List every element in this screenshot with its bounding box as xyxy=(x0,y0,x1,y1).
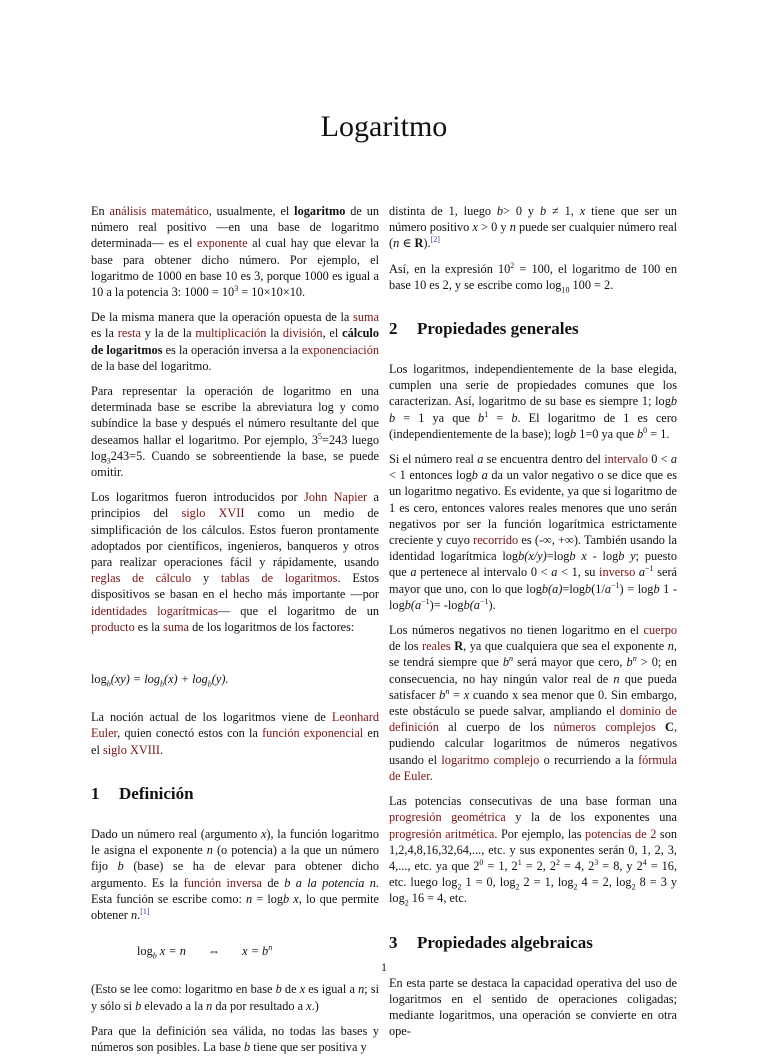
link-suma[interactable]: suma xyxy=(353,310,379,325)
link-analisis-matematico[interactable]: análisis matemático xyxy=(109,204,209,218)
equation-product-rule: $\log_b(xy) = \log_b(x) + \log_b(y)$. xyxy=(91,672,229,689)
paragraph-progressions: Las potencias consecutivas de una base forman una progresión geométrica y la de los exponentes una progresión aritmética. Por ejemplo, las potencias de 2 son 1,2,4,8,16,32,64,..., etc. y sus exponentes serán 0, 1, 2, 3, 4,..., etc. ya que $2^0 = 1$, $2^1 = 2$, $2^2 = 4$, $2^3 = 8$, y $2^4 = 16$, etc. luego $\log_2 1 = 0$, $\log_2 2 = 1$, $\log_2 4 = 2$, $\log_2 8 = 3$ y $\log_2 16 = 4$, etc. xyxy=(389,794,678,908)
paragraph-inverse-operation: De la misma manera que la operación opuesta de la suma es la resta y la de la multiplicación la división, el cálculo de logaritmos es la operación inversa a la exponenciación de la base del logaritmo. xyxy=(91,310,379,373)
link-funcion-inversa[interactable]: función inversa xyxy=(183,875,262,890)
link-suma-2[interactable]: suma xyxy=(163,619,190,634)
link-dominio-de-definicion[interactable]: dominio de definición xyxy=(389,704,677,735)
link-numeros-complejos[interactable]: números complejos xyxy=(553,720,656,735)
link-reales[interactable]: reales xyxy=(422,639,451,654)
link-intervalo[interactable]: intervalo xyxy=(604,452,648,467)
paragraph-algebraic: En esta parte se destaca la capacidad operativa del uso de logaritmos en el sentido de operaciones coligadas; mediante logaritmos, una operación se convierte en otra ope- xyxy=(389,975,677,1039)
paragraph-euler: La noción actual de los logaritmos viene de Leonhard Euler, quien conectó estos con la función exponencial en el siglo XVIII. xyxy=(91,710,380,757)
link-exponente[interactable]: exponente xyxy=(197,236,248,251)
paragraph-validity: Para que la definición sea válida, no todas las bases y números son posibles. La base b tiene que ser positiva y xyxy=(91,1023,379,1054)
link-reglas-de-calculo[interactable]: reglas de cálculo xyxy=(91,571,192,586)
page-number: 1 xyxy=(381,960,387,974)
citation-1[interactable]: [1] xyxy=(140,906,150,916)
citation-2[interactable]: [2] xyxy=(430,235,440,245)
link-resta[interactable]: resta xyxy=(117,326,141,341)
section-heading-propiedades-generales: 2 Propiedades generales xyxy=(389,319,579,339)
paragraph-example: Así, en la expresión $10^2 = 100$, el logaritmo de 100 en base 10 es 2, y se escribe como $\log_{10} 100 = 2$. xyxy=(389,260,677,295)
iff-arrow-icon: ⇔ xyxy=(207,944,221,959)
link-progresion-aritmetica[interactable]: progresión aritmética xyxy=(389,826,495,841)
link-inverso[interactable]: inverso xyxy=(599,565,636,580)
link-identidades-logaritmicas[interactable]: identidades logarítmicas xyxy=(91,603,218,618)
section-heading-definicion: 1 Definición xyxy=(91,783,194,803)
paragraph-general-properties: Los logaritmos, independientemente de la base elegida, cumplen una serie de propiedades comunes que los caracterizan. Así, logaritmo de su base es siempre 1; logb b = 1 ya que $b^1 = b$. El logaritmo de 1 es cero (independientemente de la base); logb 1=0 ya que $b^0 = 1$. xyxy=(389,362,677,441)
paragraph-definition: Dado un número real (argumento x), la función logaritmo le asigna el exponente n (o potencia) a la que un número fijo b (base) se ha de elevar para obtener dicho argumento. Es la función inversa de b a la potencia n. Esta función se escribe como: n = logb x, lo que permite obtener n.[1] xyxy=(91,826,380,922)
paragraph-intro: En análisis matemático, usualmente, el logaritmo de un número real positivo —en una base de logaritmo determinada— es el exponente al cual hay que elevar la base para obtener dicho número. Por ejemplo, el logaritmo de 1000 en base 10 es 3, porque 1000 es igual a 10 a la potencia 3: $1000 = 10^3 = 10\times 10\times 10$. xyxy=(91,204,379,300)
paragraph-notation: Para representar la operación de logaritmo en una determinada base se escribe la abreviatura log y como subíndice la base y después el número resultante del que deseamos hallar el logaritmo. Por ejemplo, $3^5=243$ luego $\log_3243=5$. Cuando se sobreentiende la base, se puede omitir. xyxy=(91,384,380,480)
link-funcion-exponencial[interactable]: función exponencial xyxy=(262,726,364,741)
link-siglo-xviii[interactable]: siglo XVIII xyxy=(102,742,160,757)
link-formula-de-euler[interactable]: fórmula de Euler xyxy=(389,752,677,783)
link-producto[interactable]: producto xyxy=(91,619,135,634)
equation-definition: $\log_b x = n$ ⇔ $x = b^n$ xyxy=(137,943,273,961)
link-progresion-geometrica[interactable]: progresión geométrica xyxy=(389,810,506,825)
link-division[interactable]: división xyxy=(282,326,323,341)
link-leonhard-euler[interactable]: Leonhard Euler xyxy=(91,710,379,741)
paragraph-validity-cont: distinta de 1, luego b> 0 y b ≠ 1, x tiene que ser un número positivo x > 0 y n puede ser cualquier número real (n ∈ R).[2] xyxy=(389,204,677,251)
link-siglo-xvii[interactable]: siglo XVII xyxy=(181,506,245,521)
left-column xyxy=(91,203,379,1064)
right-column xyxy=(389,203,677,1048)
link-exponenciacion[interactable]: exponenciación xyxy=(301,342,379,357)
paragraph-reading: (Esto se lee como: logaritmo en base b de x es igual a n; si y sólo si b elevado a la n da por resultado a x.) xyxy=(91,982,379,1013)
link-john-napier[interactable]: John Napier xyxy=(304,490,368,505)
paragraph-history: Los logaritmos fueron introducidos por John Napier a principios del siglo XVII como un medio de simplificación de los cálculos. Estos fueron prontamente adoptados por científicos, ingenieros, banqueros y otros para realizar operaciones fácil y rápidamente, usando reglas de cálculo y tablas de logaritmos. Estos dispositivos se basan en el hecho más importante —por identidades logarítmicas— que el logaritmo de un producto es la suma de los logaritmos de los factores: xyxy=(91,490,380,634)
link-recorrido[interactable]: recorrido xyxy=(473,533,519,548)
link-potencias-de-2[interactable]: potencias de 2 xyxy=(585,826,657,841)
page-title: Logaritmo xyxy=(320,110,448,143)
link-multiplicacion[interactable]: multiplicación xyxy=(195,326,267,341)
paragraph-negative-numbers: Los números negativos no tienen logaritmo en el cuerpo de los reales R, ya que cualquiera que sea el exponente n, se tendrá siempre que $b^n$ será mayor que cero, $b^n > 0$; en consecuencia, no hay ningún valor real de n que pueda satisfacer $b^n = x$ cuando x sea menor que 0. Sin embargo, este obstáculo se puede salvar, ampliando el dominio de definición al cuerpo de los números complejos C, pudiendo calcular logaritmos de números negativos usando el logaritmo complejo o recurriendo a la fórmula de Euler. xyxy=(389,623,678,783)
link-cuerpo[interactable]: cuerpo xyxy=(643,623,677,638)
link-logaritmo-complejo[interactable]: logaritmo complejo xyxy=(441,752,540,767)
paragraph-negative-logs: Si el número real a se encuentra dentro del intervalo 0 < a < 1 entonces logb a da un valor negativo o se dice que es un logaritmo negativo. Es evidente, ya que si logaritmo de 1 es cero, entonces valores reales menores que uno serán negativos por ser la función logarítmica estrictamente creciente y cuyo recorrido es (-∞, +∞). También usando la identidad logarítmica logb(x/y)=logb x - logb y; puesto que a pertenece al intervalo 0 < a < 1, su inverso $a^{-1}$ será mayor que uno, con lo que $\log b(a)=\log b(1/a^{-1}) = \log b$ $1 - \log b(a^{-1})= -\log b(a^{-1})$. xyxy=(389,452,678,612)
link-tablas-de-logaritmos[interactable]: tablas de logaritmos xyxy=(220,571,338,586)
section-heading-propiedades-algebraicas: 3 Propiedades algebraicas xyxy=(389,932,593,952)
